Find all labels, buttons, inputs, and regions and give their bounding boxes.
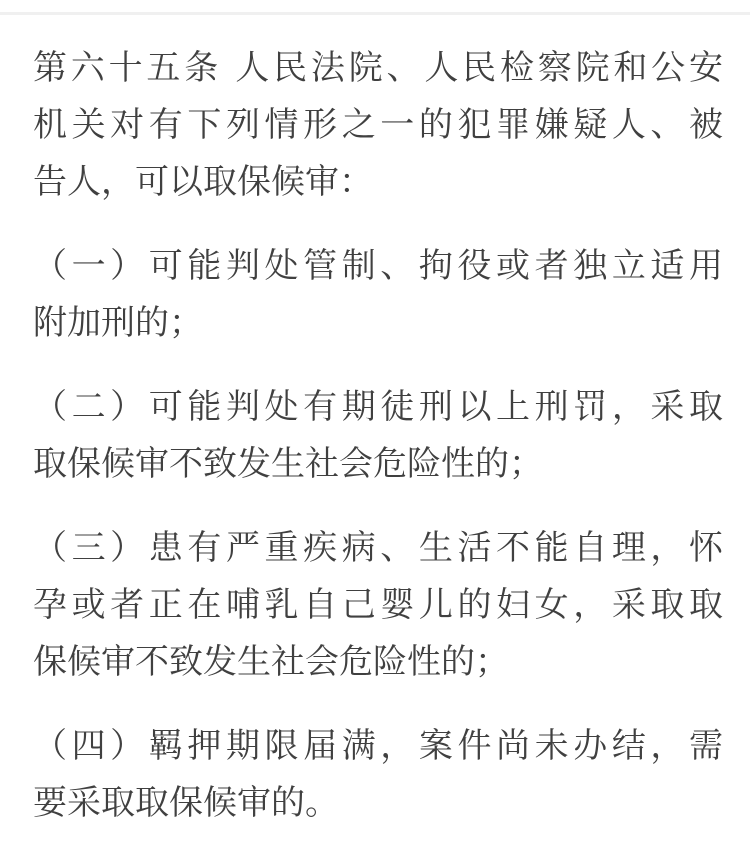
article-line: 机关对有下列情形之一的犯罪嫌疑人、被 <box>33 106 723 144</box>
article-line: （二）可能判处有期徒刑以上刑罚，采取 <box>33 388 723 426</box>
top-divider-line <box>0 12 750 15</box>
article-item-3-paragraph <box>33 520 723 691</box>
article-line: （三）患有严重疾病、生活不能自理，怀 <box>33 529 723 567</box>
article-item-2-paragraph <box>33 379 723 493</box>
article-item-1-paragraph <box>33 238 723 352</box>
article-intro-paragraph <box>33 40 723 211</box>
article-line: 取保候审不致发生社会危险性的； <box>33 445 543 483</box>
article-line: 第六十五条 人民法院、人民检察院和公安 <box>33 49 723 87</box>
article-line: 孕或者正在哺乳自己婴儿的妇女，采取取 <box>33 586 723 624</box>
article-item-4-paragraph <box>33 718 723 832</box>
article-line: 告人，可以取保候审： <box>33 163 373 201</box>
article-line: （四）羁押期限届满，案件尚未办结，需 <box>33 727 723 765</box>
article-line: 附加刑的； <box>33 304 203 342</box>
article-line: （一）可能判处管制、拘役或者独立适用 <box>33 247 723 285</box>
article-line: 保候审不致发生社会危险性的； <box>33 643 509 681</box>
article-body <box>33 40 723 832</box>
article-line: 要采取取保候审的。 <box>33 784 339 822</box>
